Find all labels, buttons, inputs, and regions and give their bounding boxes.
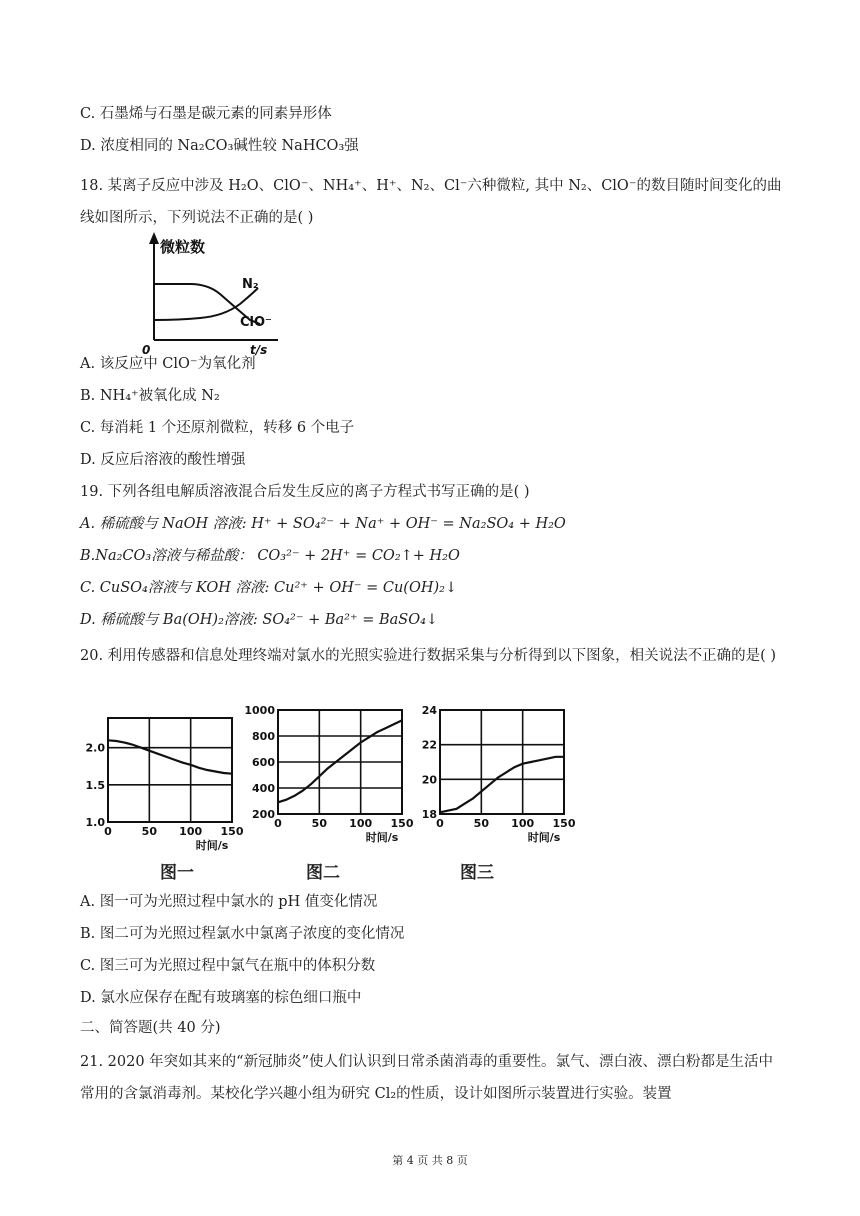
data-point [335, 761, 337, 763]
data-point [563, 756, 565, 758]
x-tick-label: 50 [141, 825, 157, 838]
data-point [530, 761, 532, 763]
data-point [124, 742, 126, 744]
option-d-carbonate: D. 浓度相同的 Na₂CO₃碱性较 NaHCO₃强 [80, 138, 359, 154]
y-tick-label: 2.0 [85, 741, 105, 755]
data-point [360, 742, 362, 744]
q18-option-a: A. 该反应中 ClO⁻为氧化剂 [80, 356, 256, 372]
data-point [277, 802, 279, 804]
x-tick-label: 0 [104, 825, 112, 838]
question-18: 18. 某离子反应中涉及 H₂O、ClO⁻、NH₄⁺、H⁺、N₂、Cl⁻六种微粒, 其中 N₂、ClO⁻的数目随时间变化的曲线如图所示，下列说法不正确的是( ) [80, 178, 782, 226]
data-point [190, 764, 192, 766]
q19-option-b: B.Na₂CO₃溶液与稀盐酸： CO₃²⁻ + 2H⁺ = CO₂↑+ H₂O [80, 548, 460, 564]
data-point [456, 808, 458, 810]
data-point [302, 790, 304, 792]
data-point [198, 767, 200, 769]
fig18-series-clo: ClO⁻ [240, 315, 272, 330]
y-tick-label: 200 [252, 808, 275, 821]
q19-option-c: C. CuSO₄溶液与 KOH 溶液: Cu²⁺ + OH⁻ = Cu(OH)₂↓ [80, 580, 458, 596]
q18-option-b: B. NH₄⁺被氧化成 N₂ [80, 388, 220, 404]
data-point [182, 762, 184, 764]
data-point [505, 772, 507, 774]
data-point [538, 759, 540, 761]
data-point [514, 766, 516, 768]
option-c-graphene: C. 石墨烯与石墨是碳元素的同素异形体 [80, 106, 332, 122]
data-point [215, 771, 217, 773]
data-point [385, 727, 387, 729]
x-axis-label: 时间/s [527, 831, 561, 844]
y-tick-label: 20 [421, 773, 437, 787]
y-tick-label: 800 [252, 730, 275, 743]
q19-option-a: A. 稀硫酸与 NaOH 溶液: H⁺ + SO₄²⁻ + Na⁺ + OH⁻ = Na₂SO₄ + H₂O [80, 516, 566, 532]
data-point [393, 724, 395, 726]
page-footer: 第 4 页 共 8 页 [392, 1154, 468, 1167]
fig18-ylabel: 微粒数 [160, 238, 206, 256]
data-line [440, 757, 564, 812]
fig18-xlabel: t/s [250, 343, 268, 357]
q20-option-d: D. 氯水应保存在配有玻璃塞的棕色细口瓶中 [80, 990, 362, 1006]
data-point [497, 777, 499, 779]
chart-figure-3 [410, 700, 580, 860]
data-point [132, 744, 134, 746]
data-point [489, 784, 491, 786]
data-point [115, 740, 117, 742]
figure-18 [140, 230, 280, 357]
y-tick-label: 400 [252, 782, 275, 795]
x-tick-label: 150 [552, 817, 576, 830]
x-tick-label: 0 [436, 817, 444, 830]
data-point [447, 810, 449, 812]
chart-figure-1 [78, 708, 248, 868]
x-tick-label: 150 [390, 817, 414, 830]
data-point [157, 753, 159, 755]
data-point [522, 763, 524, 765]
data-point [481, 791, 483, 793]
q20-option-b: B. 图二可为光照过程氯水中氯离子浓度的变化情况 [80, 926, 405, 942]
x-axis-label: 时间/s [195, 839, 229, 852]
y-tick-label: 1.5 [85, 778, 105, 792]
q20-option-a: A. 图一可为光照过程中氯水的 pH 值变化情况 [80, 894, 378, 910]
data-point [343, 755, 345, 757]
x-tick-label: 100 [511, 817, 535, 830]
figure-2-label: 图二 [306, 863, 340, 883]
data-point [140, 747, 142, 749]
fig18-series-n2: N₂ [242, 277, 259, 292]
x-tick-label: 50 [473, 817, 489, 830]
x-axis-label: 时间/s [365, 831, 399, 844]
y-tick-label: 18 [421, 808, 437, 821]
data-point [472, 798, 474, 800]
q18-option-d: D. 反应后溶液的酸性增强 [80, 452, 246, 468]
y-tick-label: 24 [421, 704, 437, 717]
data-line [108, 740, 232, 773]
data-point [285, 799, 287, 801]
data-point [352, 748, 354, 750]
data-point [376, 731, 378, 733]
data-point [555, 756, 557, 758]
y-tick-label: 22 [421, 738, 437, 752]
data-point [319, 776, 321, 778]
data-point [206, 769, 208, 771]
x-tick-label: 0 [274, 817, 282, 830]
data-point [149, 750, 151, 752]
data-point [464, 803, 466, 805]
chart-figure-2 [244, 700, 418, 860]
data-point [165, 756, 167, 758]
data-point [231, 773, 233, 775]
data-point [439, 811, 441, 813]
y-tick-label: 1.0 [85, 816, 105, 829]
data-point [107, 739, 109, 741]
data-point [310, 783, 312, 785]
q18-option-c: C. 每消耗 1 个还原剂微粒，转移 6 个电子 [80, 420, 355, 436]
section-2-heading: 二、简答题(共 40 分) [80, 1020, 221, 1036]
data-point [547, 758, 549, 760]
data-point [223, 772, 225, 774]
plot-frame [440, 710, 564, 814]
data-point [401, 720, 403, 722]
fig18-origin: 0 [142, 343, 151, 357]
question-20: 20. 利用传感器和信息处理终端对氯水的光照实验进行数据采集与分析得到以下图象，相关说法不正确的是( ) [80, 648, 777, 664]
y-tick-label: 600 [252, 756, 275, 769]
data-point [327, 768, 329, 770]
figure-1-label: 图一 [160, 863, 194, 883]
data-point [173, 759, 175, 761]
y-tick-label: 1000 [244, 704, 275, 717]
question-21: 21. 2020 年突如其来的“新冠肺炎”使人们认识到日常杀菌消毒的重要性。氯气、漂白液、漂白粉都是生活中常用的含氯消毒剂。某校化学兴趣小组为研究 Cl₂的性质，设计如图所示装置进行实验。装置 [80, 1054, 774, 1102]
x-tick-label: 100 [349, 817, 373, 830]
figure-3-label: 图三 [460, 863, 494, 883]
q20-option-c: C. 图三可为光照过程中氯气在瓶中的体积分数 [80, 958, 376, 974]
x-tick-label: 100 [179, 825, 203, 838]
data-point [368, 737, 370, 739]
x-tick-label: 50 [311, 817, 327, 830]
q19-option-d: D. 稀硫酸与 Ba(OH)₂溶液: SO₄²⁻ + Ba²⁺ = BaSO₄↓ [80, 612, 439, 628]
data-point [294, 795, 296, 797]
question-19: 19. 下列各组电解质溶液混合后发生反应的离子方程式书写正确的是( ) [80, 484, 530, 500]
x-tick-label: 150 [220, 825, 244, 838]
